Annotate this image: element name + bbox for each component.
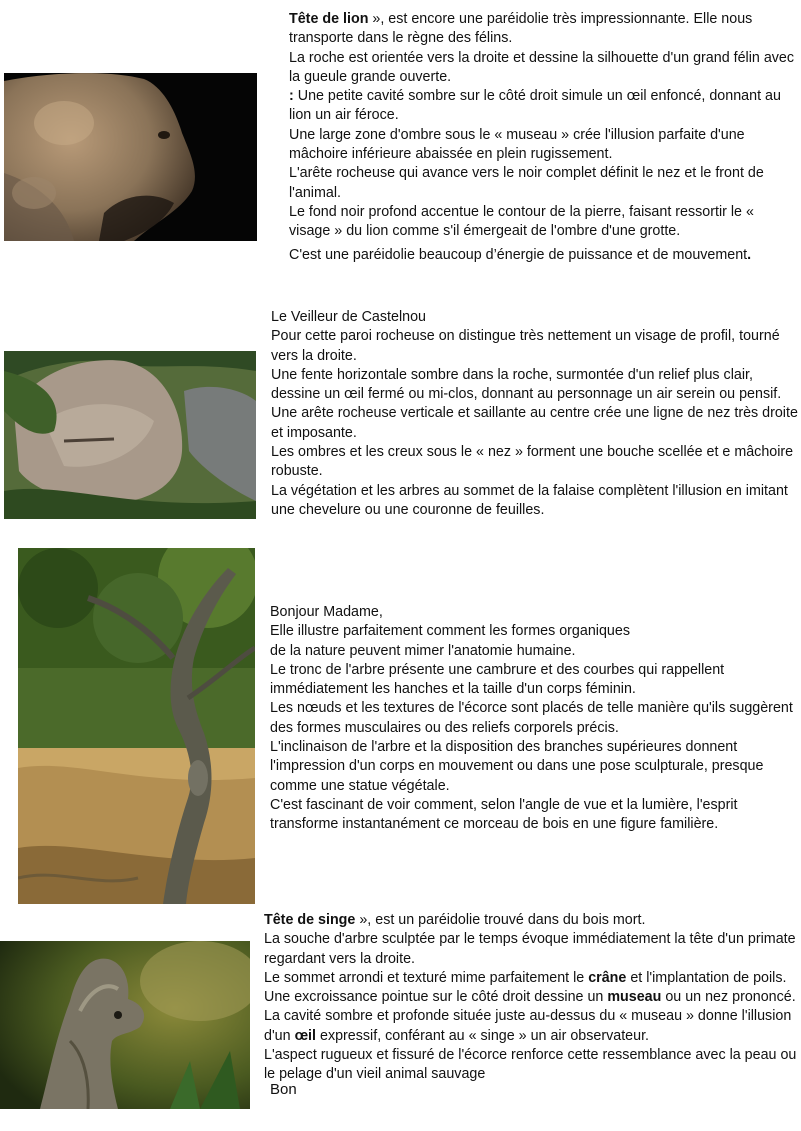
singe-line-2: La souche d'arbre sculptée par le temps évoque immédiatement la tête d'un primate regardant vers la droite.	[264, 931, 796, 967]
madame-line-1a: Elle illustre parfaitement comment les formes organiques	[270, 623, 630, 640]
lion-line-4: Une large zone d'ombre sous le « museau » crée l'illusion parfaite d'une mâchoire inférieure abaissée en plein rugissement.	[289, 126, 745, 163]
lion-line-2: La roche est orientée vers la droite et dessine la silhouette d'un grand félin avec la gueule grande ouverte.	[289, 49, 795, 85]
castelnou-line-1: Pour cette paroi rocheuse on distingue très nettement un visage de profil, tourné vers la droite.	[271, 328, 780, 364]
madame-title: Bonjour Madame,	[270, 604, 383, 620]
monkey-head-stump-photo	[0, 941, 250, 1109]
madame-line-5: C'est fascinant de voir comment, selon l'angle de vue et la lumière, l'esprit transforme instantanément ce morceau de bois en une figure familière.	[270, 796, 738, 833]
singe-line-5: La cavité sombre et profonde située juste au-dessus du « museau » donne l'illusion d'un œil expressif, conférant au « singe » un air observateur.	[264, 1008, 792, 1044]
lion-line-3: : Une petite cavité sombre sur le côté droit simule un œil enfoncé, donnant au lion un air féroce.	[289, 88, 781, 124]
madame-line-2: Le tronc de l'arbre présente une cambrure et des courbes qui rappellent immédiatement les hanches et la taille d'un corps féminin.	[270, 661, 725, 698]
madame-line-3: Les nœuds et les textures de l'écorce sont placés de telle manière qu'ils suggèrent des formes musculaires ou des reliefs corporels précis.	[270, 700, 793, 736]
lion-line-6: Le fond noir profond accentue le contour de la pierre, faisant ressortir le « visage » du lion comme s'il émergeait de l'ombre d'une grotte.	[289, 203, 754, 240]
tree-trunk-woman-photo	[18, 548, 255, 904]
madame-line-1b: de la nature peuvent mimer l'anatomie humaine.	[270, 642, 576, 659]
castelnou-line-3: Une arête rocheuse verticale et saillante au centre crée une ligne de nez très droite et imposante.	[271, 405, 798, 441]
singe-line-4: Une excroissance pointue sur le côté droit dessine un museau ou un nez prononcé.	[264, 989, 796, 1006]
overlapping-fragment: Bon	[270, 1081, 297, 1098]
singe-line-6: L'aspect rugueux et fissuré de l'écorce renforce cette ressemblance avec la peau ou le pelage d'un vieil animal sauvage	[264, 1047, 797, 1083]
castelnou-line-2: Une fente horizontale sombre dans la roche, surmontée d'un relief plus clair, dessine un œil fermé ou mi-clos, donnant au personnage un air serein ou pensif.	[271, 366, 782, 403]
castelnou-cliff-photo	[4, 351, 256, 519]
lion-line-1: Tête de lion », est encore une paréidolie très impressionnante. Elle nous transporte dans le règne des félins.	[289, 11, 753, 47]
castelnou-line-5: La végétation et les arbres au sommet de la falaise complètent l'illusion en imitant une chevelure ou une couronne de feuilles.	[271, 482, 788, 518]
lion-head-rock-photo	[4, 73, 257, 241]
castelnou-line-4: Les ombres et les creux sous le « nez » forment une bouche scellée et e mâchoire robuste.	[271, 444, 794, 480]
singe-description	[264, 911, 799, 1085]
lion-description	[289, 10, 799, 268]
singe-line-1: Tête de singe », est un paréidolie trouvé dans du bois mort.	[264, 912, 646, 928]
castelnou-description	[271, 308, 799, 520]
madame-line-4: L'inclinaison de l'arbre et la disposition des branches supérieures donnent l'impression d'un corps en mouvement ou dans une pose sculpturale, presque comme une statue végétale.	[270, 739, 764, 794]
castelnou-title: Le Veilleur de Castelnou	[271, 309, 426, 325]
singe-line-3: Le sommet arrondi et texturé mime parfaitement le crâne et l'implantation de poils.	[264, 969, 787, 986]
madame-description	[270, 603, 799, 835]
lion-line-7: C'est une paréidolie beaucoup d’énergie de puissance et de mouvement.	[289, 246, 752, 263]
lion-line-5: L'arête rocheuse qui avance vers le noir complet définit le nez et le front de l'animal.	[289, 165, 764, 201]
